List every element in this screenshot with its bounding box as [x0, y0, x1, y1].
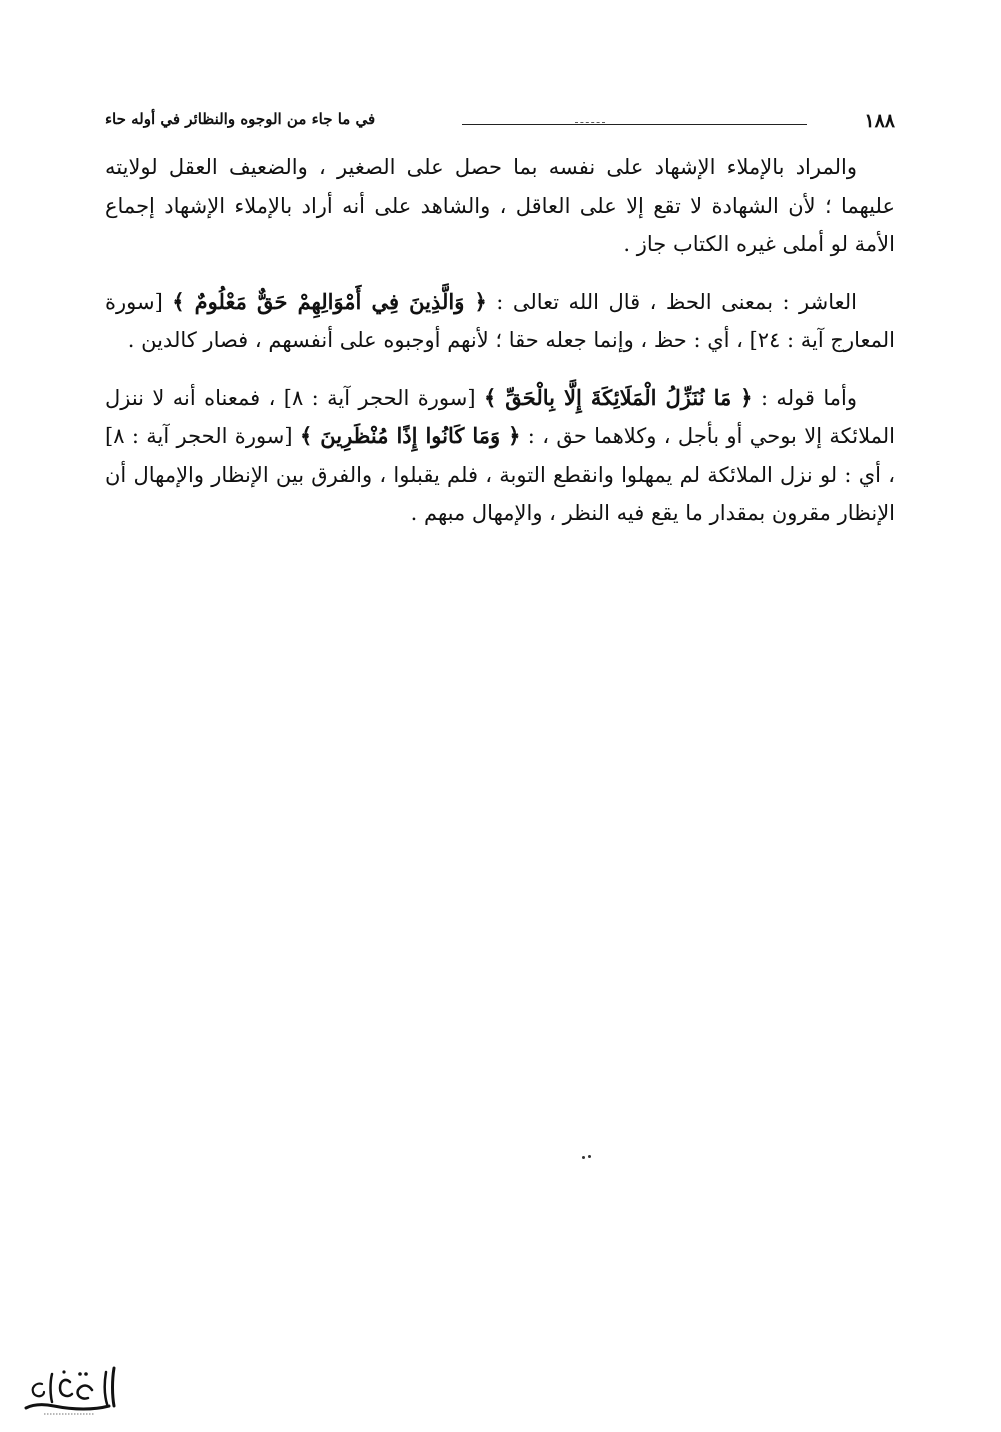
- paragraph-3: [105, 379, 895, 533]
- text-segment: والمراد بالإملاء الإشهاد على نفسه بما حصل على الصغير ، والضعيف العقل لولايته عليهما ؛ لأن الشهادة لا تقع إلا على العاقل ، والشاهد على أنه أراد بالإملاء الإشهاد إجماع الأمة لو أملى غيره الكتاب جاز .: [105, 155, 895, 256]
- body-text: [105, 148, 895, 552]
- header-rule: [462, 124, 807, 125]
- text-segment: [سورة الحجر آية : ٨] ، أي : لو نزل الملائكة لم يمهلوا وانقطع التوبة ، فلم يقبلوا ، والفرق بين الإنظار والإمهال أن الإنظار مقرون بمقدار ما يقع فيه النظر ، والإمهال مبهم .: [105, 424, 895, 525]
- quran-verse: ﴿ مَا نُنَزِّلُ الْمَلَائِكَةَ إِلَّا بِالْحَقِّ ﴾: [483, 384, 753, 410]
- quran-verse: ﴿ وَمَا كَانُوا إِذًا مُنْظَرِينَ ﴾: [299, 423, 521, 448]
- paragraph-1: [105, 148, 895, 264]
- text-segment: وأما قوله :: [752, 385, 857, 410]
- quran-verse: ﴿ وَالَّذِينَ فِي أَمْوَالِهِمْ حَقٌّ مَعْلُومٌ ﴾: [172, 288, 487, 314]
- running-header: [105, 110, 895, 140]
- header-rule-dash: [575, 122, 605, 123]
- text-segment: العاشر : بمعنى الحظ ، قال الله تعالى :: [486, 289, 858, 314]
- text-segment: [سورة المعارج آية : ٢٤] ، أي : حظ ، وإنما جعله حقا ؛ لأنهم أوجبوه على أنفسهم ، فصار كالدين .: [105, 289, 895, 352]
- calligraphy-logo-icon: [14, 1360, 124, 1420]
- running-title: في ما جاء من الوجوه والنظائر في أوله حاء: [105, 110, 376, 128]
- text-segment: [سورة الحجر آية : ٨] ، فمعناه أنه لا ننزل الملائكة إلا بوحي أو بأجل ، وكلاهما حق ، :: [105, 385, 895, 448]
- stray-mark: [582, 1154, 594, 1160]
- page-number: ١٨٨: [864, 110, 895, 132]
- paragraph-2: [105, 283, 895, 360]
